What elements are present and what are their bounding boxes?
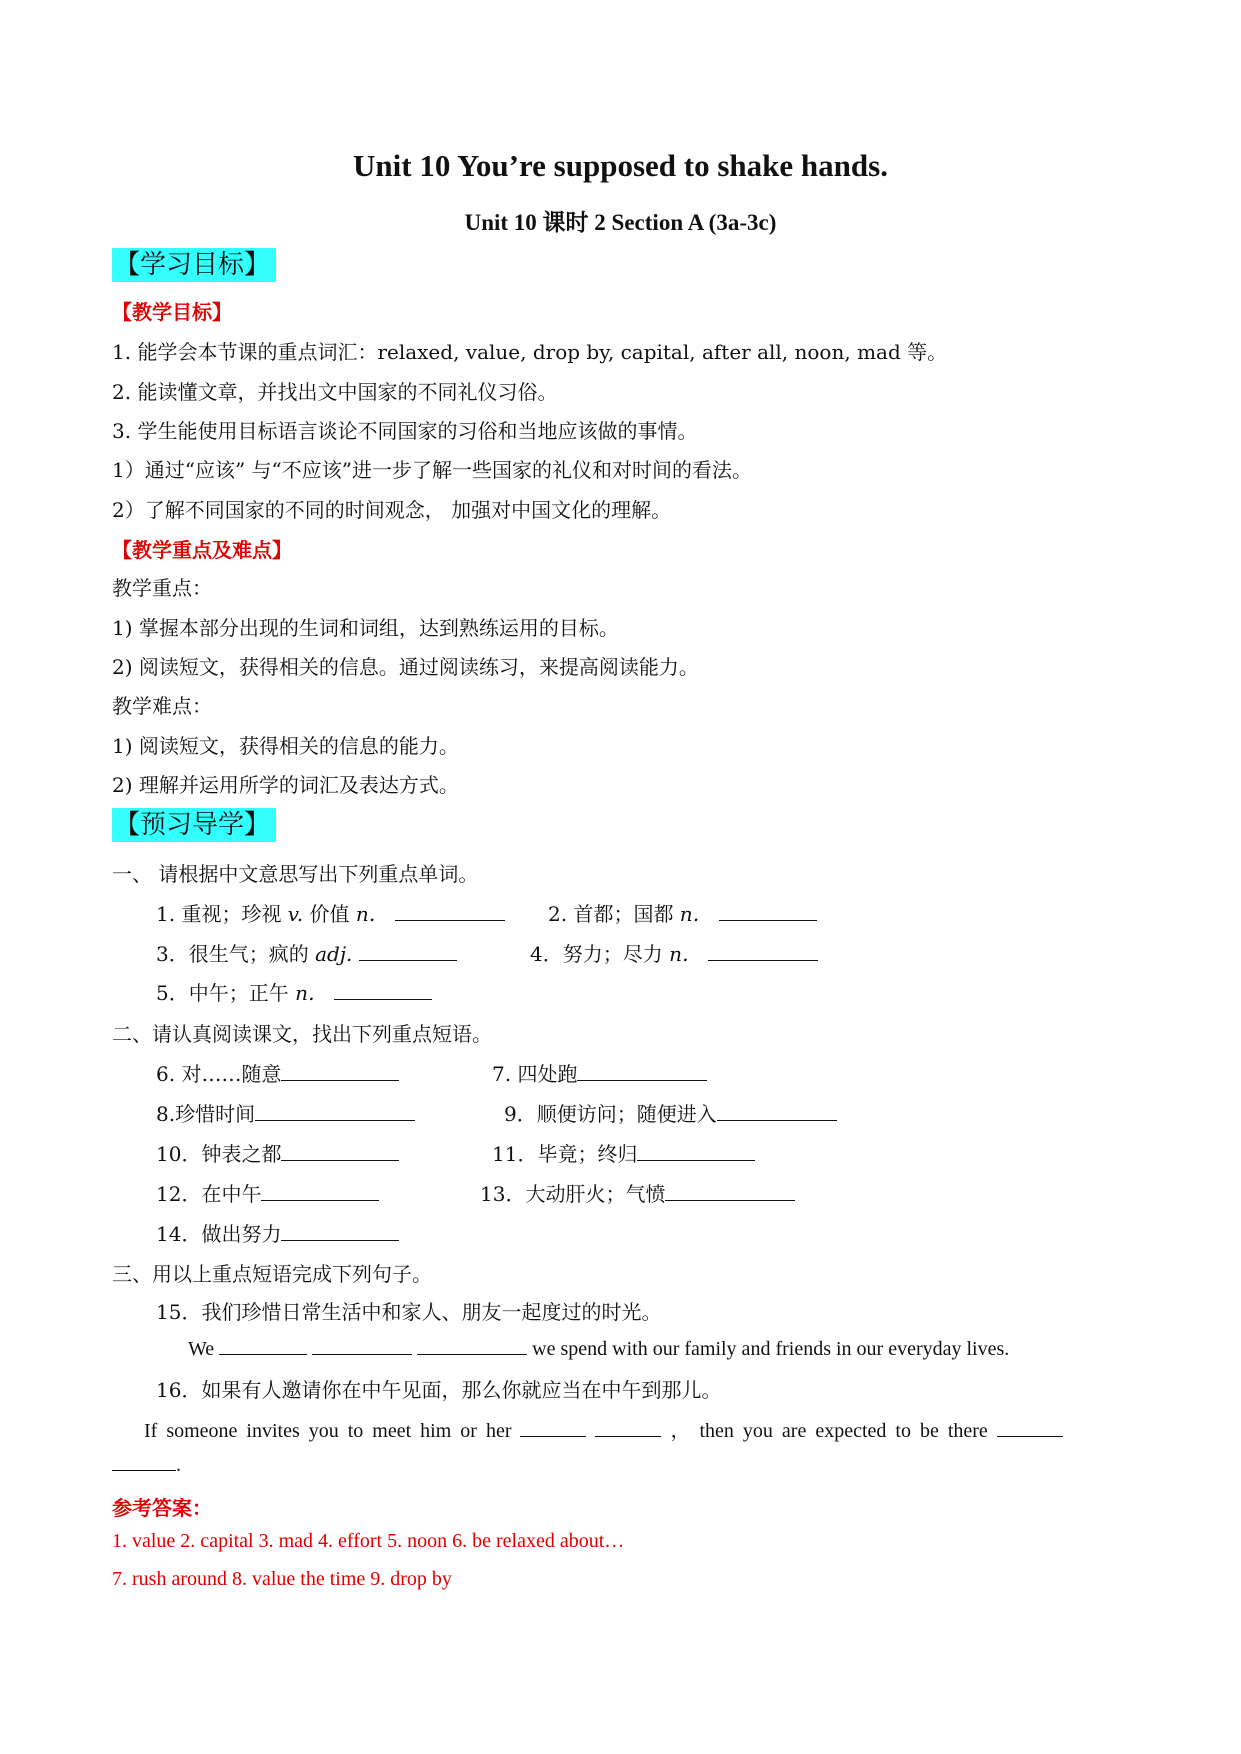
- answers-heading: 参考答案：: [112, 1496, 212, 1520]
- sentence-16-continued: .: [112, 1452, 181, 1477]
- answer-blank[interactable]: [359, 942, 457, 961]
- phrase-item-13: 13．大动肝火；气愤: [480, 1178, 795, 1207]
- goal-line: 1）通过“应该” 与“不应该”进一步了解一些国家的礼仪和对时间的看法。: [112, 458, 752, 482]
- key-difficult-heading: 【教学重点及难点】: [112, 538, 292, 562]
- part-two-instruction: 二、请认真阅读课文，找出下列重点短语。: [112, 1022, 492, 1046]
- answer-blank[interactable]: [281, 1062, 399, 1081]
- answer-blank[interactable]: [717, 1102, 837, 1121]
- phrase-item-11: 11．毕竟；终归: [492, 1138, 755, 1167]
- answer-blank[interactable]: [997, 1418, 1063, 1437]
- answer-blank[interactable]: [719, 902, 817, 921]
- word-item-5: 5．中午；正午 n．: [156, 977, 432, 1006]
- answer-blank[interactable]: [261, 1182, 379, 1201]
- goal-line: 1. 能学会本节课的重点词汇：relaxed, value, drop by, capital, after all, noon, mad 等。: [112, 340, 948, 364]
- answer-blank[interactable]: [665, 1182, 795, 1201]
- answer-blank[interactable]: [520, 1418, 586, 1437]
- difficult-points-label: 教学难点：: [112, 694, 212, 718]
- difficult-point-line: 2) 理解并运用所学的词汇及表达方式。: [112, 773, 459, 797]
- part-one-instruction: 一、 请根据中文意思写出下列重点单词。: [112, 862, 479, 886]
- goal-line: 3. 学生能使用目标语言谈论不同国家的习俗和当地应该做的事情。: [112, 419, 698, 443]
- answer-blank[interactable]: [281, 1142, 399, 1161]
- difficult-point-line: 1) 阅读短文，获得相关的信息的能力。: [112, 734, 459, 758]
- answers-line-2: 7. rush around 8. value the time 9. drop by: [112, 1568, 452, 1590]
- document-subtitle: Unit 10 课时 2 Section A (3a-3c): [464, 210, 777, 235]
- key-point-line: 2) 阅读短文，获得相关的信息。通过阅读练习，来提高阅读能力。: [112, 655, 699, 679]
- key-points-label: 教学重点：: [112, 576, 212, 600]
- phrase-item-14: 14．做出努力: [156, 1218, 399, 1247]
- teaching-goals-heading: 【教学目标】: [112, 300, 232, 324]
- answer-blank[interactable]: [112, 1452, 176, 1471]
- part-three-instruction: 三、用以上重点短语完成下列句子。: [112, 1262, 432, 1286]
- section-heading-preview: 【预习导学】: [112, 808, 276, 842]
- section-heading-objectives: 【学习目标】: [112, 248, 276, 282]
- word-item-2: 2. 首都；国都 n．: [548, 898, 817, 927]
- phrase-item-8: 8.珍惜时间: [156, 1098, 415, 1127]
- answer-blank[interactable]: [417, 1336, 527, 1355]
- answer-blank[interactable]: [255, 1102, 415, 1121]
- answer-blank[interactable]: [595, 1418, 661, 1437]
- answer-blank[interactable]: [708, 942, 818, 961]
- goal-line: 2. 能读懂文章，并找出文中国家的不同礼仪习俗。: [112, 380, 558, 404]
- phrase-item-7: 7. 四处跑: [492, 1058, 707, 1087]
- answer-blank[interactable]: [312, 1336, 412, 1355]
- sentence-15-english: We we spend with our family and friends in our everyday lives.: [188, 1338, 1010, 1360]
- answer-blank[interactable]: [395, 902, 505, 921]
- document-title: Unit 10 You’re supposed to shake hands.: [353, 148, 888, 183]
- key-point-line: 1) 掌握本部分出现的生词和词组，达到熟练运用的目标。: [112, 616, 619, 640]
- phrase-item-10: 10．钟表之都: [156, 1138, 399, 1167]
- sentence-15-chinese: 15．我们珍惜日常生活中和家人、朋友一起度过的时光。: [156, 1300, 662, 1324]
- phrase-item-6: 6. 对……随意: [156, 1058, 399, 1087]
- word-item-4: 4．努力；尽力 n．: [530, 938, 818, 967]
- answer-blank[interactable]: [219, 1336, 307, 1355]
- answer-blank[interactable]: [637, 1142, 755, 1161]
- word-item-1: 1. 重视；珍视 v. 价值 n．: [156, 898, 505, 927]
- goal-line: 2）了解不同国家的不同的时间观念， 加强对中国文化的理解。: [112, 498, 672, 522]
- sentence-16-english: If someone invites you to meet him or her ， then you are expected to be there: [144, 1414, 1063, 1443]
- phrase-item-9: 9．顺便访问；随便进入: [504, 1098, 837, 1127]
- answer-blank[interactable]: [281, 1222, 399, 1241]
- phrase-item-12: 12．在中午: [156, 1178, 379, 1207]
- answers-line-1: 1. value 2. capital 3. mad 4. effort 5. noon 6. be relaxed about…: [112, 1530, 625, 1552]
- answer-blank[interactable]: [334, 981, 432, 1000]
- word-item-3: 3．很生气；疯的 adj.: [156, 938, 457, 967]
- answer-blank[interactable]: [577, 1062, 707, 1081]
- sentence-16-chinese: 16．如果有人邀请你在中午见面，那么你就应当在中午到那儿。: [156, 1378, 722, 1402]
